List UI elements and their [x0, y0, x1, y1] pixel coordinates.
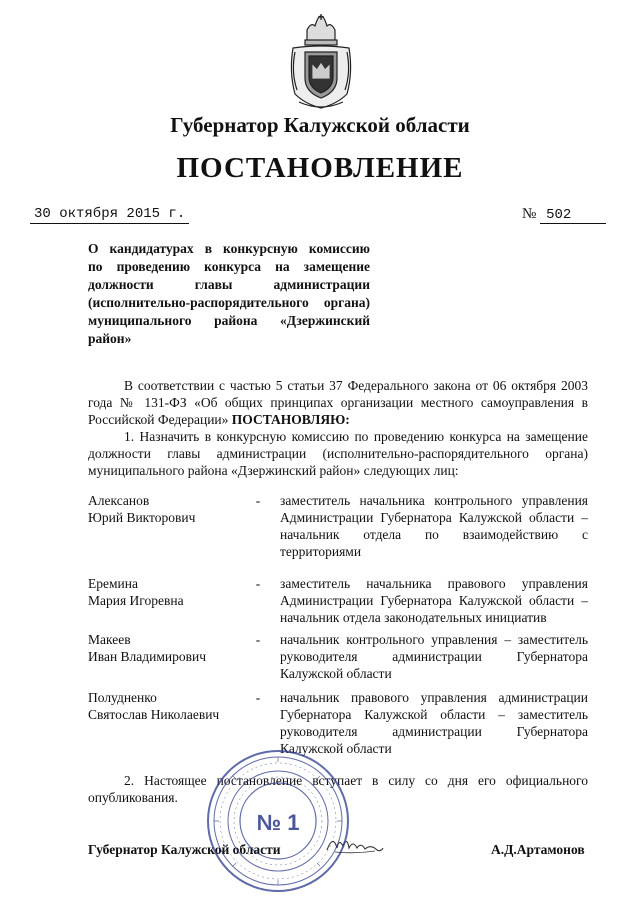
member-name	[88, 575, 258, 609]
document-number-field	[522, 206, 606, 224]
member-given-names: Юрий Викторович	[88, 510, 196, 525]
document-type-title: ПОСТАНОВЛЕНИЕ	[176, 152, 464, 184]
member-surname: Макеев	[88, 632, 131, 647]
member-position: заместитель начальника правового управления Администрации Губернатора Калужской области – начальник отдела законодательных инициатив	[280, 576, 588, 625]
item-2-paragraph: 2. Настоящее постановление вступает в силу со дня его официального опубликования.	[88, 773, 588, 805]
member-dash: -	[255, 632, 261, 647]
member-surname: Еремина	[88, 576, 138, 591]
signatory-title: Губернатор Калужской области	[88, 842, 281, 857]
item-1-paragraph: 1. Назначить в конкурсную комиссию по проведению конкурса на замещение должности главы администрации (исполнительно-распорядительного органа) муниципального района «Дзержинский район» следующих лиц:	[88, 429, 588, 478]
number-sign: №	[522, 206, 537, 222]
issuer-title: Губернатор Калужской области	[170, 113, 470, 137]
member-dash: -	[255, 690, 261, 705]
member-name	[88, 631, 258, 665]
member-position: начальник контрольного управления – заместитель руководителя администрации Губернатора Калужской области	[280, 632, 588, 681]
member-dash: -	[255, 493, 261, 508]
member-name	[88, 492, 258, 526]
subject-line: О кандидатурах в конкурсную комиссию	[88, 241, 370, 256]
signatory-name: А.Д.Артамонов	[491, 842, 585, 857]
subject-line: по проведению конкурса на замещение	[88, 259, 370, 274]
member-dash: -	[255, 576, 261, 591]
official-seal-icon	[205, 748, 351, 894]
subject-line: район»	[88, 331, 132, 346]
document-number: 502	[540, 207, 606, 224]
member-position: начальник правового управления администрации Губернатора Калужской области – заместитель руководителя администрации Губернатора Калужской области	[280, 690, 588, 756]
document-subject	[88, 240, 370, 348]
subject-line: муниципального района «Дзержинский	[88, 313, 370, 328]
member-given-names: Святослав Николаевич	[88, 707, 220, 722]
coat-of-arms-icon	[285, 12, 357, 112]
preamble-text: В соответствии с частью 5 статьи 37 Федерального закона от 06 октября 2003 года № 131-ФЗ «Об общих принципах организации местного самоуправления в Российской Федерации»	[88, 378, 588, 427]
member-name	[88, 689, 258, 723]
subject-line: должности главы администрации	[88, 277, 370, 292]
preamble-paragraph	[88, 377, 588, 428]
decree-keyword: ПОСТАНОВЛЯЮ:	[231, 412, 350, 427]
member-position: заместитель начальника контрольного управления Администрации Губернатора Калужской области – начальник отдела по взаимодействию с территориями	[280, 493, 588, 559]
document-date: 30 октября 2015 г.	[30, 206, 189, 224]
member-surname: Полудненко	[88, 690, 157, 705]
seal-number: № 1	[256, 810, 300, 835]
member-surname: Алексанов	[88, 493, 150, 508]
subject-line: (исполнительно-распорядительного органа)	[88, 295, 370, 310]
member-given-names: Мария Игоревна	[88, 593, 184, 608]
member-given-names: Иван Владимирович	[88, 649, 207, 664]
